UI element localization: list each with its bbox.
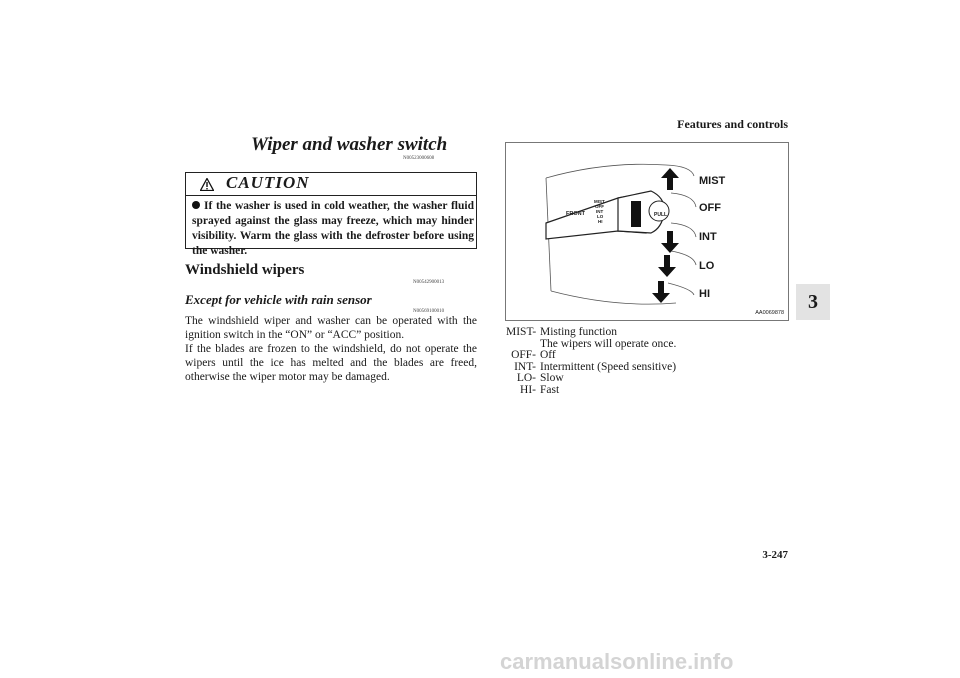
figure-label-off: OFF [699,202,721,214]
windshield-wipers-code: N00542900013 [413,280,445,285]
paragraph-frozen: If the blades are frozen to the windshield, do not operate the wipers until the ice has melted and the blades are freed, otherwise the wiper motor may be damaged. [185,343,477,383]
arrow-down-icon [658,255,676,277]
arrow-down-icon [661,231,679,253]
legend-value: The wipers will operate once. [540,337,677,350]
legend-key: OFF- [511,349,536,361]
legend-key: HI- [520,383,536,396]
section-header: Features and controls [677,117,788,131]
legend-value: Fast [540,383,560,396]
arrow-down-icon [652,281,670,303]
stalk-position-mist: MIST [594,199,605,204]
figure-label-lo: LO [699,260,715,272]
legend-key: LO- [516,372,536,384]
paragraph-ignition: The windshield wiper and washer can be operated with the ignition switch in the “ON” or “ACC” position. [185,315,477,341]
legend-key: INT- [514,360,536,373]
stalk-position-int: INT [596,209,604,214]
arrow-up-icon [661,168,679,190]
stalk-pull-label: PULL [654,212,668,218]
stalk-front-label: FRONT [566,211,585,217]
legend-row [506,373,676,385]
legend-value: Slow [540,372,564,384]
legend-value: Misting function [540,326,617,338]
caution-box [185,172,477,257]
stalk-position-hi: HI [598,219,603,224]
page-number: 3-247 [762,549,788,561]
stalk-position-off: OFF [595,204,604,209]
figure-label-int: INT [699,231,717,243]
caution-header [186,173,476,196]
legend-row [506,385,676,397]
wiper-stalk-illustration [506,143,788,320]
watermark: carmanualsonline.info [500,649,734,674]
legend-row [506,327,676,339]
legend-value: Intermittent (Speed sensitive) [540,360,677,373]
except-code: N00569100010 [413,309,445,314]
caution-text: If the washer is used in cold weather, the washer fluid sprayed against the glass may freeze, which may hinder visibility. Warm the glass with the defroster before using the washer. [192,200,474,257]
body-text [185,314,477,384]
stalk-position-lo: LO [597,214,604,219]
legend-row [506,350,676,362]
chapter-tab: 3 [796,284,830,320]
windshield-wipers-heading: Windshield wipers [185,262,305,278]
legend-value: Off [540,349,556,361]
figure-label-mist: MIST [699,175,726,187]
except-heading: Except for vehicle with rain sensor [185,292,372,307]
figure-label-hi: HI [699,288,710,300]
figure-code: AA0069878 [755,310,784,316]
legend-key: MIST- [506,326,537,338]
caution-heading: CAUTION [226,173,310,192]
title-code: N00523000608 [403,156,435,161]
bullet-icon [192,201,200,209]
wiper-switch-figure [505,142,789,321]
page-title: Wiper and washer switch [251,134,448,155]
warning-icon [200,178,214,191]
caution-text-wrap [192,199,474,259]
legend [506,327,676,396]
